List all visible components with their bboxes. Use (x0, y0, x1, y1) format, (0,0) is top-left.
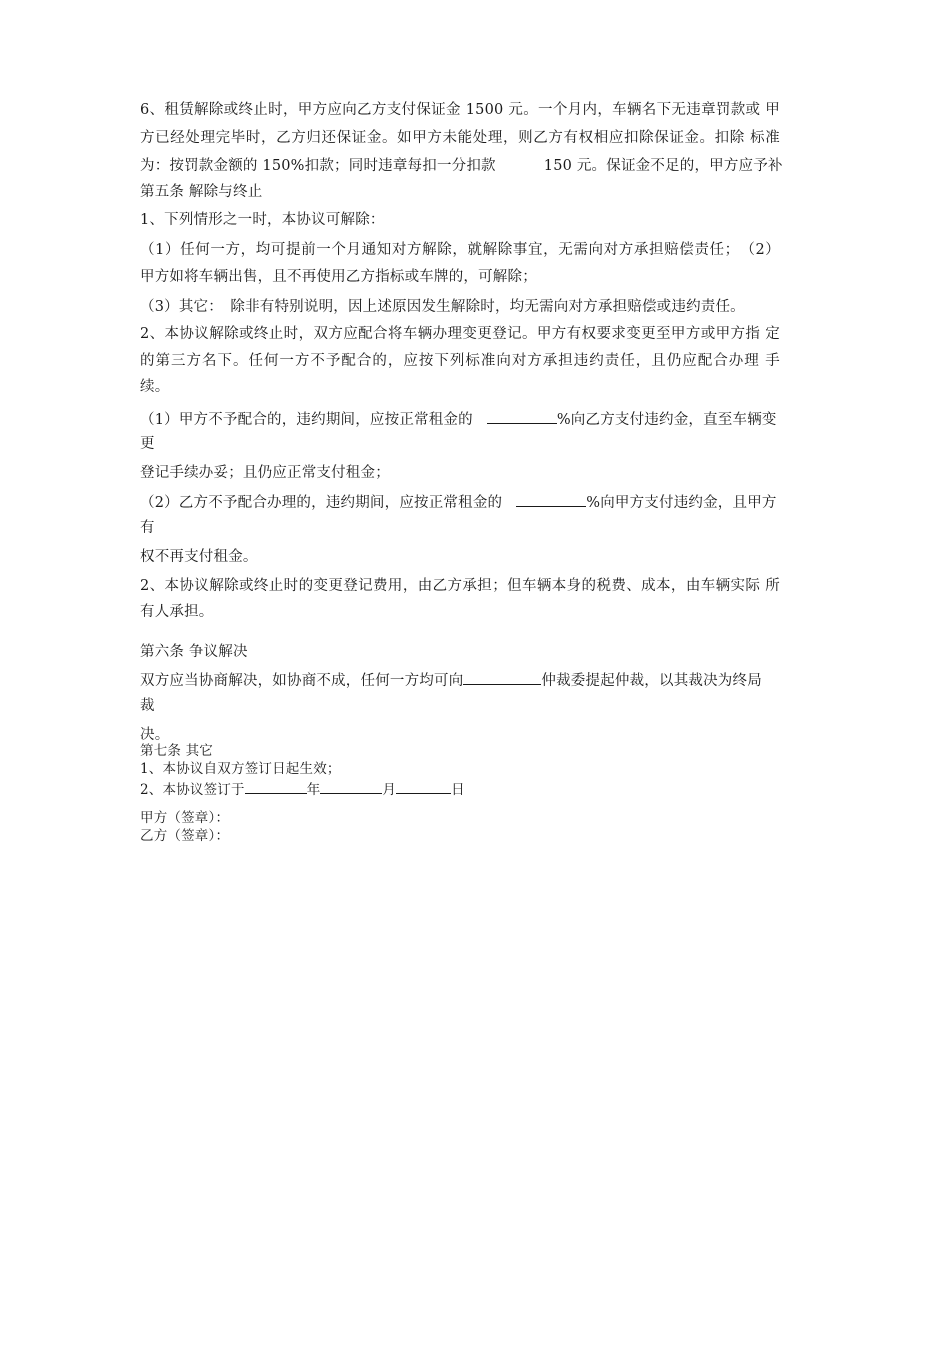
party-b-signature: 乙方（签章）： (140, 828, 230, 844)
clause-line: 6、租赁解除或终止时，甲方应向乙方支付保证金 1500 元。一个月内，车辆名下无违章罚款或 甲 (140, 102, 780, 118)
section-heading: 第五条 解除与终止 (140, 184, 263, 200)
clause-line: 裁 (140, 698, 155, 714)
clause-line: （2）乙方不予配合办理的，违约期间，应按正常租金的 %向甲方支付违约金，且甲方 (140, 492, 777, 512)
section-heading: 第七条 其它 (140, 743, 213, 759)
party-a-signature: 甲方（签章）： (140, 810, 230, 826)
clause-line: 有人承担。 (140, 604, 214, 620)
section-heading: 第六条 争议解决 (140, 644, 248, 660)
clause-line: 为：按罚款金额的 150%扣款；同时违章每扣一分扣款 150 元。保证金不足的，甲方应予补 (140, 158, 783, 174)
clause-line: （1）甲方不予配合的，违约期间，应按正常租金的 %向乙方支付违约金，直至车辆变 (140, 409, 777, 429)
clause-line: 方已经处理完毕时，乙方归还保证金。如甲方未能处理，则乙方有权相应扣除保证金。扣除 标准 (140, 130, 780, 146)
clause-line: 2、本协议解除或终止时的变更登记费用，由乙方承担；但车辆本身的税费、成本，由车辆实际 所 (140, 578, 780, 594)
clause-line: 双方应当协商解决，如协商不成，任何一方均可向 仲裁委提起仲裁，以其裁决为终局 (140, 670, 762, 690)
clause-line: 1、本协议自双方签订日起生效； (140, 761, 341, 777)
clause-line: 甲方如将车辆出售，且不再使用乙方指标或车牌的，可解除； (140, 269, 537, 285)
clause-line: 有 (140, 520, 155, 536)
clause-line: 更 (140, 436, 155, 452)
clause-line: 登记手续办妥；且仍应正常支付租金； (140, 465, 390, 481)
clause-line: 1、下列情形之一时，本协议可解除： (140, 212, 385, 228)
fill-in-blank (463, 670, 541, 685)
fill-in-blank (487, 409, 557, 424)
clause-line: 续。 (140, 379, 170, 395)
day-blank (396, 779, 451, 794)
clause-line: 2、本协议解除或终止时，双方应配合将车辆办理变更登记。甲方有权要求变更至甲方或甲方指 定 (140, 326, 780, 342)
clause-line: （1）任何一方，均可提前一个月通知对方解除，就解除事宜，无需向对方承担赔偿责任； （2） (140, 242, 780, 258)
clause-line: （3）其它： 除非有特别说明，因上述原因发生解除时，均无需向对方承担赔偿或违约责任。 (140, 299, 745, 315)
clause-line: 2、本协议签订于 年 月 日 (140, 779, 465, 798)
clause-line: 权不再支付租金。 (140, 549, 258, 565)
clause-line: 决。 (140, 727, 170, 743)
clause-line: 的第三方名下。任何一方不予配合的，应按下列标准向对方承担违约责任，且仍应配合办理 手 (140, 353, 780, 369)
fill-in-blank (516, 492, 586, 507)
month-blank (320, 779, 382, 794)
year-blank (245, 779, 307, 794)
